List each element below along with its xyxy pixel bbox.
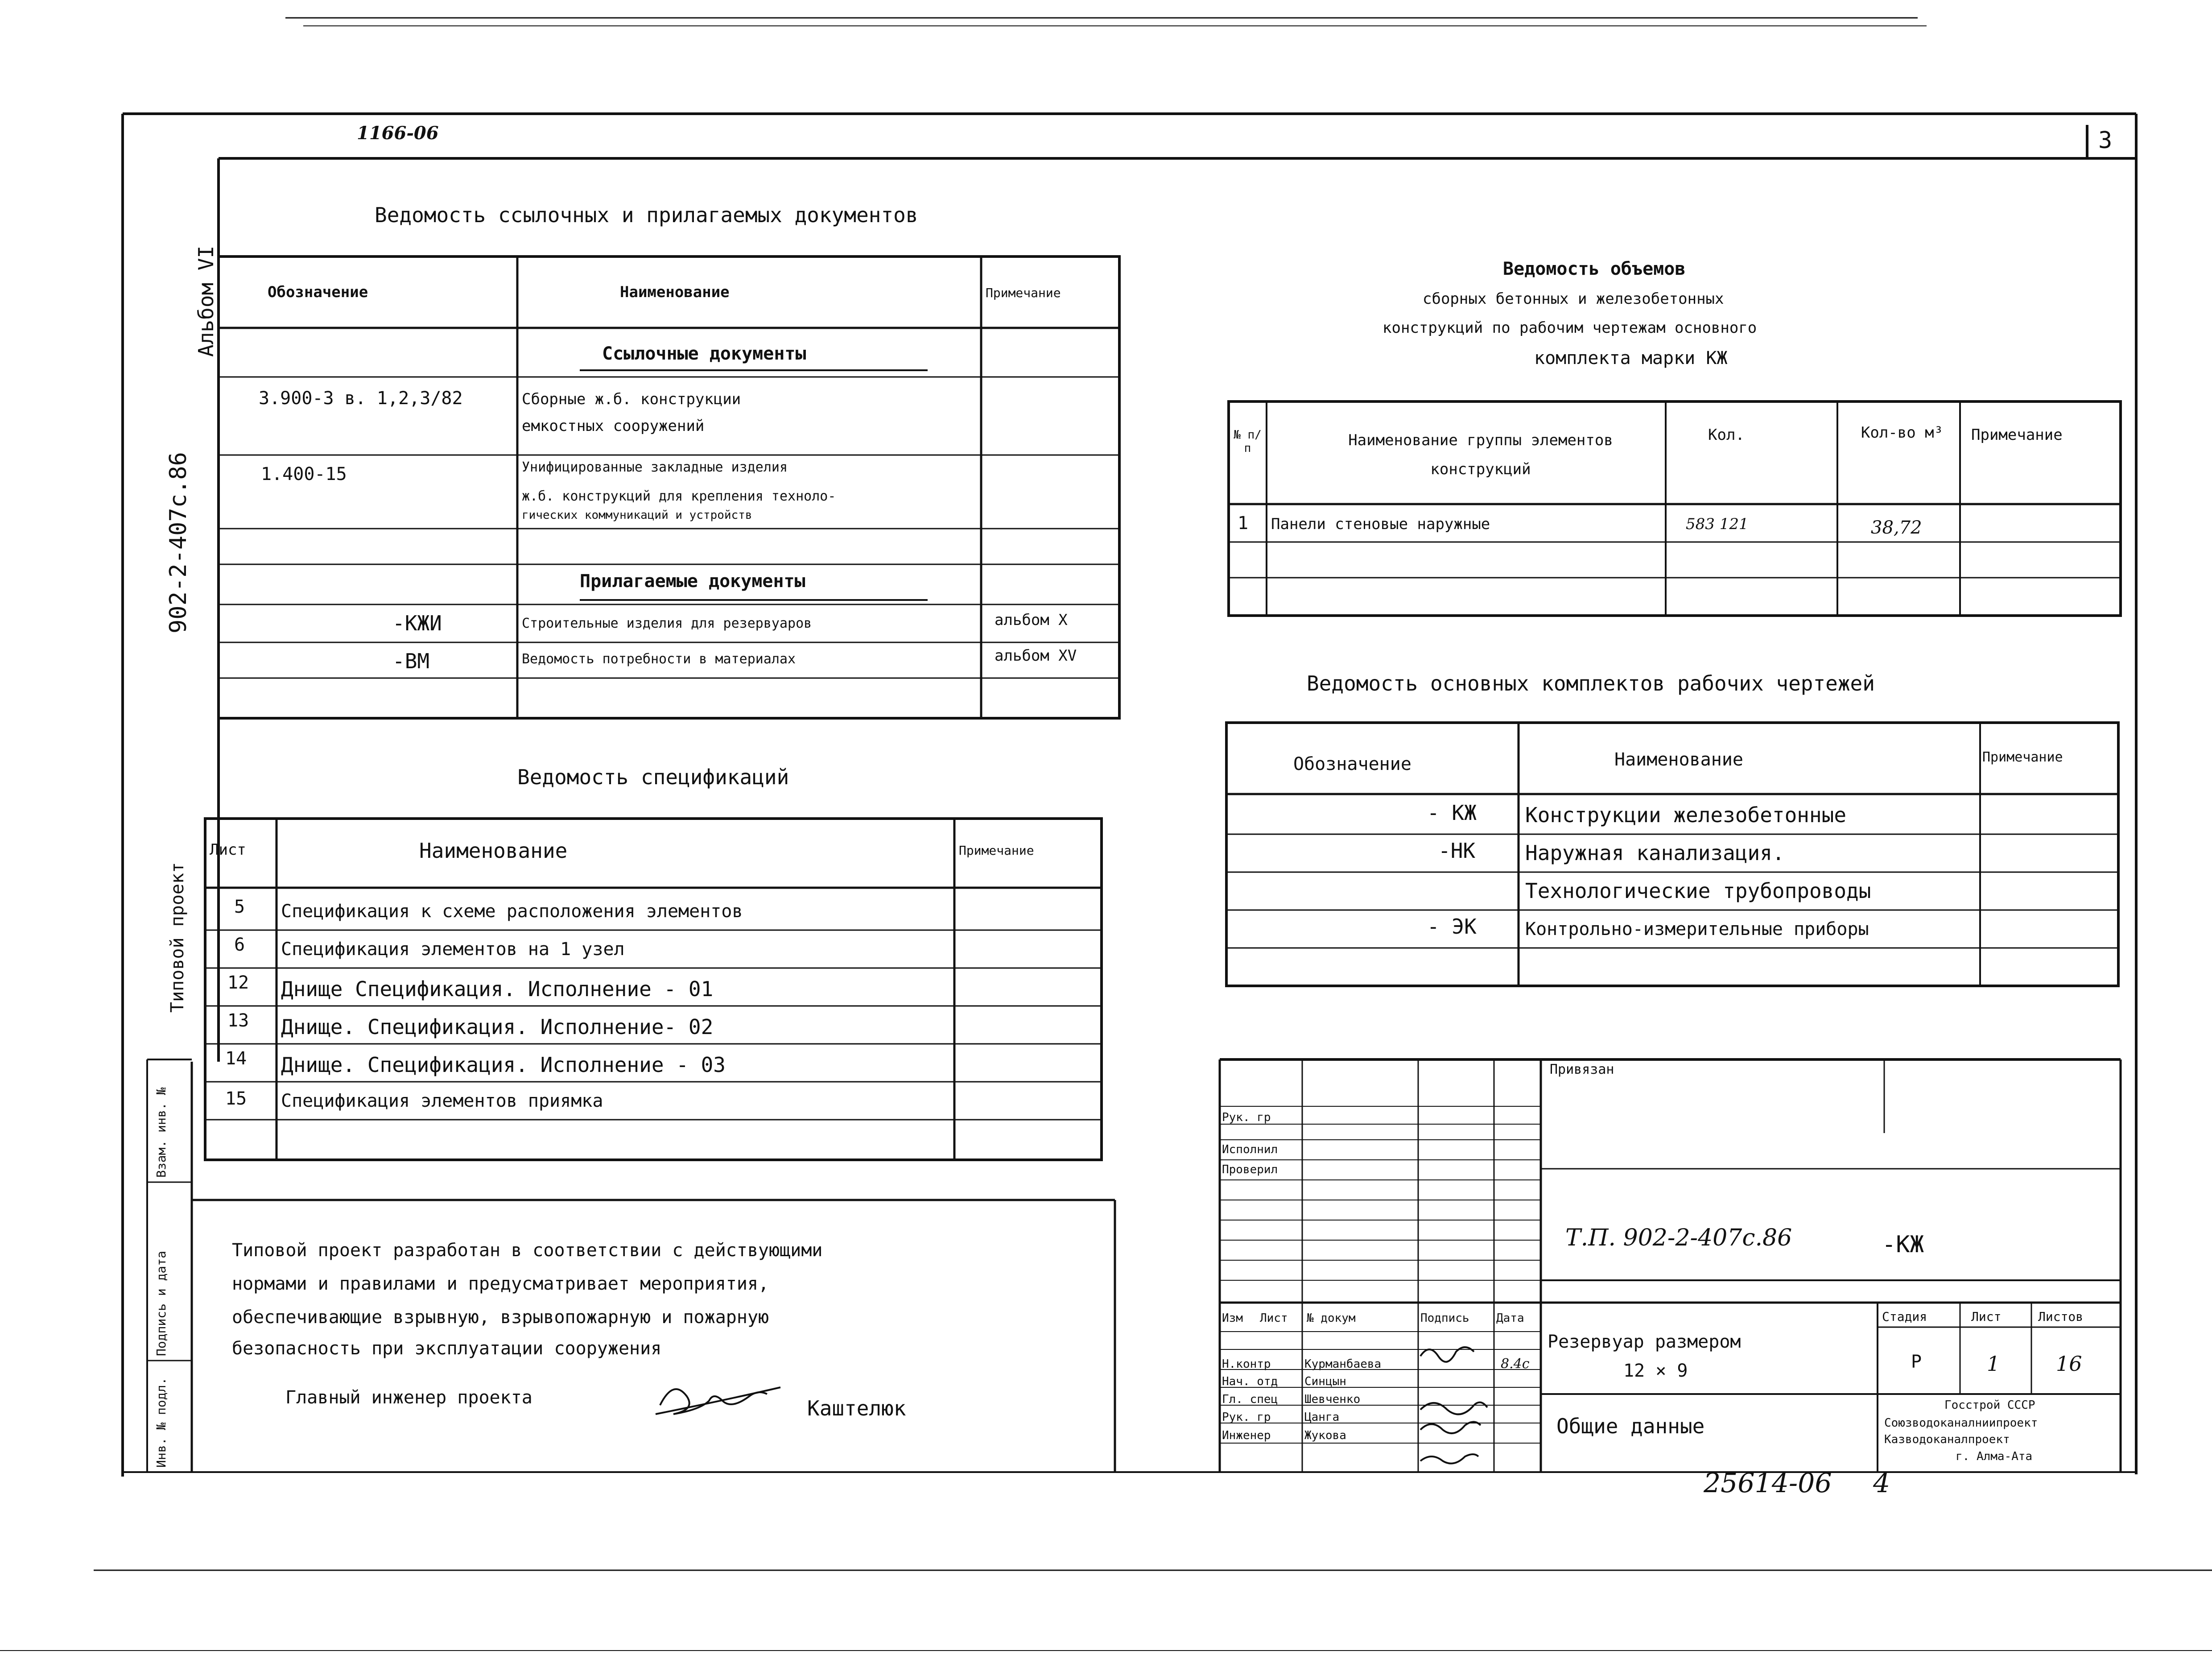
refs-row-name-line: ж.б. конструкций для крепления техноло- bbox=[522, 488, 836, 504]
refs-row-name-line: емкостных сооружений bbox=[522, 417, 705, 435]
sets-row-name: Технологические трубопроводы bbox=[1525, 879, 1871, 903]
object-size: 12 × 9 bbox=[1623, 1361, 1688, 1381]
spec-row-name: Спецификация элементов на 1 узел bbox=[281, 939, 625, 960]
project-code-vertical: 902-2-407с.86 bbox=[165, 452, 192, 633]
sets-row-name: Конструкции железобетонные bbox=[1525, 803, 1847, 827]
sets-row-code: -НК bbox=[1438, 839, 1476, 863]
refs-row-code: 1.400-15 bbox=[261, 464, 347, 484]
inventory-number: 25614-06 bbox=[1704, 1468, 1832, 1499]
role-top: Рук. гр bbox=[1222, 1111, 1271, 1124]
col-header-change: Изм bbox=[1222, 1312, 1243, 1325]
spec-row-sheet: 5 bbox=[234, 897, 245, 917]
refs-table-title: Ведомость ссылочных и прилагаемых документов bbox=[375, 203, 918, 227]
staff-role: Гл. спец bbox=[1222, 1393, 1278, 1406]
volumes-title-line: комплекта марки КЖ bbox=[1534, 348, 1728, 368]
refs-attached-note: альбом XV bbox=[995, 647, 1077, 665]
volumes-title-line: Ведомость объемов bbox=[1503, 259, 1686, 279]
col-header-doc: № докум bbox=[1307, 1312, 1356, 1325]
refs-section-attached: Прилагаемые документы bbox=[580, 571, 805, 592]
spec-header-note: Примечание bbox=[959, 843, 1034, 858]
refs-attached-note: альбом X bbox=[995, 611, 1068, 629]
volumes-title-line: конструкций по рабочим чертежам основного bbox=[1382, 319, 1757, 337]
stamp-replaced-label: Взам. инв. № bbox=[154, 1087, 169, 1178]
sets-row-code: - КЖ bbox=[1427, 801, 1477, 825]
note-line: обеспечивающие взрывную, взрывопожарную и пожарную bbox=[232, 1307, 769, 1328]
stamp-signature-label: Подпись и дата bbox=[154, 1250, 169, 1356]
note-line: Типовой проект разработан в соответствии с действующими bbox=[232, 1240, 823, 1261]
spec-row-name: Днище Спецификация. Исполнение - 01 bbox=[281, 977, 714, 1001]
spec-row-sheet: 6 bbox=[234, 935, 245, 955]
staff-name: Курманбаева bbox=[1304, 1357, 1382, 1371]
spec-row-name: Спецификация к схеме расположения элементов bbox=[281, 901, 743, 922]
note-line: безопасность при эксплуатации сооружения bbox=[232, 1338, 662, 1359]
col-header-sheet: Лист bbox=[1260, 1312, 1288, 1325]
spec-row-sheet: 15 bbox=[225, 1088, 247, 1109]
sets-table-title: Ведомость основных комплектов рабочих чертежей bbox=[1307, 671, 1875, 695]
sets-row-code: - ЭК bbox=[1427, 914, 1477, 939]
sets-header-note: Примечание bbox=[1982, 749, 2063, 765]
volumes-header-note: Примечание bbox=[1971, 426, 2063, 444]
refs-row-name-line: Унифицированные закладные изделия bbox=[522, 459, 788, 475]
sheet-value: 1 bbox=[1987, 1352, 2000, 1376]
staff-name: Жукова bbox=[1304, 1429, 1346, 1442]
spec-row-name: Днище. Спецификация. Исполнение - 03 bbox=[281, 1053, 726, 1077]
sets-header-code: Обозначение bbox=[1293, 754, 1411, 774]
refs-section-referenced: Ссылочные документы bbox=[602, 343, 806, 364]
refs-row-name-line: Сборные ж.б. конструкции bbox=[522, 390, 741, 408]
project-type-label: Типовой проект bbox=[167, 862, 188, 1013]
org-line: Казводоканалпроект bbox=[1884, 1433, 2010, 1446]
object-title: Резервуар размером bbox=[1548, 1332, 1741, 1352]
refs-attached-name: Строительные изделия для резервуаров bbox=[522, 616, 812, 631]
volumes-header-n: № п/п bbox=[1234, 428, 1262, 455]
stage-value: Р bbox=[1911, 1352, 1922, 1372]
refs-attached-code: -ВМ bbox=[392, 649, 430, 673]
staff-role: Рук. гр bbox=[1222, 1411, 1271, 1424]
role-top: Исполнил bbox=[1222, 1143, 1278, 1156]
doc-code: Т.П. 902-2-407с.86 bbox=[1565, 1225, 1792, 1251]
volumes-row-volume: 38,72 bbox=[1871, 517, 1922, 538]
staff-date: 8.4с bbox=[1501, 1356, 1530, 1372]
staff-name: Синцын bbox=[1304, 1375, 1346, 1388]
org-line: Госстрой СССР bbox=[1944, 1398, 2035, 1412]
staff-name: Шевченко bbox=[1304, 1393, 1361, 1406]
sets-row-name: Контрольно-измерительные приборы bbox=[1525, 919, 1869, 939]
spec-header-name: Наименование bbox=[419, 839, 568, 863]
spec-table-title: Ведомость спецификаций bbox=[517, 765, 789, 789]
archive-code: 1166-06 bbox=[357, 123, 439, 144]
bound-label: Привязан bbox=[1550, 1062, 1614, 1077]
refs-row-code: 3.900-3 в. 1,2,3/82 bbox=[259, 388, 463, 409]
chief-engineer-label: Главный инженер проекта bbox=[285, 1387, 532, 1408]
refs-row-name-line: гических коммуникаций и устройств bbox=[522, 509, 752, 522]
refs-attached-code: -КЖИ bbox=[392, 611, 442, 635]
volumes-header-name: Наименование группы элементов конструкций bbox=[1348, 431, 1613, 478]
stamp-inventory-label: Инв. № подл. bbox=[154, 1377, 169, 1468]
volumes-header-volume: Кол-во м³ bbox=[1861, 424, 1944, 442]
refs-attached-name: Ведомость потребности в материалах bbox=[522, 651, 796, 667]
spec-header-sheet: Лист bbox=[210, 841, 246, 859]
volumes-row-name: Панели стеновые наружные bbox=[1271, 515, 1490, 533]
spec-row-sheet: 14 bbox=[225, 1048, 247, 1069]
spec-row-name: Спецификация элементов приямка bbox=[281, 1091, 603, 1111]
staff-role: Инженер bbox=[1222, 1429, 1271, 1442]
refs-header-name: Наименование bbox=[620, 283, 730, 301]
volumes-row-n: 1 bbox=[1238, 513, 1249, 534]
doc-suffix: -КЖ bbox=[1882, 1231, 1924, 1258]
sheet-header: Лист bbox=[1971, 1309, 2002, 1324]
album-label: Альбом VI bbox=[194, 245, 218, 357]
volumes-row-qty: 583 121 bbox=[1686, 515, 1749, 533]
spec-row-sheet: 12 bbox=[227, 972, 249, 993]
sheets-total-value: 16 bbox=[2056, 1352, 2082, 1376]
footer-page: 4 bbox=[1873, 1468, 1890, 1499]
stage-header: Стадия bbox=[1882, 1309, 1927, 1324]
staff-role: Нач. отд bbox=[1222, 1375, 1278, 1388]
sets-header-name: Наименование bbox=[1614, 749, 1743, 770]
org-line: г. Алма-Ата bbox=[1956, 1450, 2033, 1463]
col-header-signature: Подпись bbox=[1420, 1312, 1469, 1325]
sheet-title: Общие данные bbox=[1556, 1414, 1705, 1438]
refs-header-code: Обозначение bbox=[268, 283, 368, 301]
spec-row-sheet: 13 bbox=[227, 1010, 249, 1031]
sets-row-name: Наружная канализация. bbox=[1525, 841, 1785, 865]
sheet-number: 3 bbox=[2098, 127, 2113, 154]
staff-name: Цанга bbox=[1304, 1411, 1340, 1424]
org-line: Союзводоканалниипроект bbox=[1884, 1416, 2038, 1430]
spec-row-name: Днище. Спецификация. Исполнение- 02 bbox=[281, 1015, 714, 1039]
role-top: Проверил bbox=[1222, 1163, 1278, 1176]
col-header-date: Дата bbox=[1496, 1312, 1524, 1325]
volumes-header-qty: Кол. bbox=[1708, 426, 1745, 444]
staff-role: Н.контр bbox=[1222, 1357, 1271, 1371]
note-line: нормами и правилами и предусматривает мероприятия, bbox=[232, 1274, 769, 1294]
chief-engineer-name: Каштелюк bbox=[807, 1396, 906, 1420]
refs-header-note: Примечание bbox=[986, 285, 1061, 300]
volumes-title-line: сборных бетонных и железобетонных bbox=[1423, 290, 1724, 308]
sheets-total-header: Листов bbox=[2038, 1309, 2084, 1324]
